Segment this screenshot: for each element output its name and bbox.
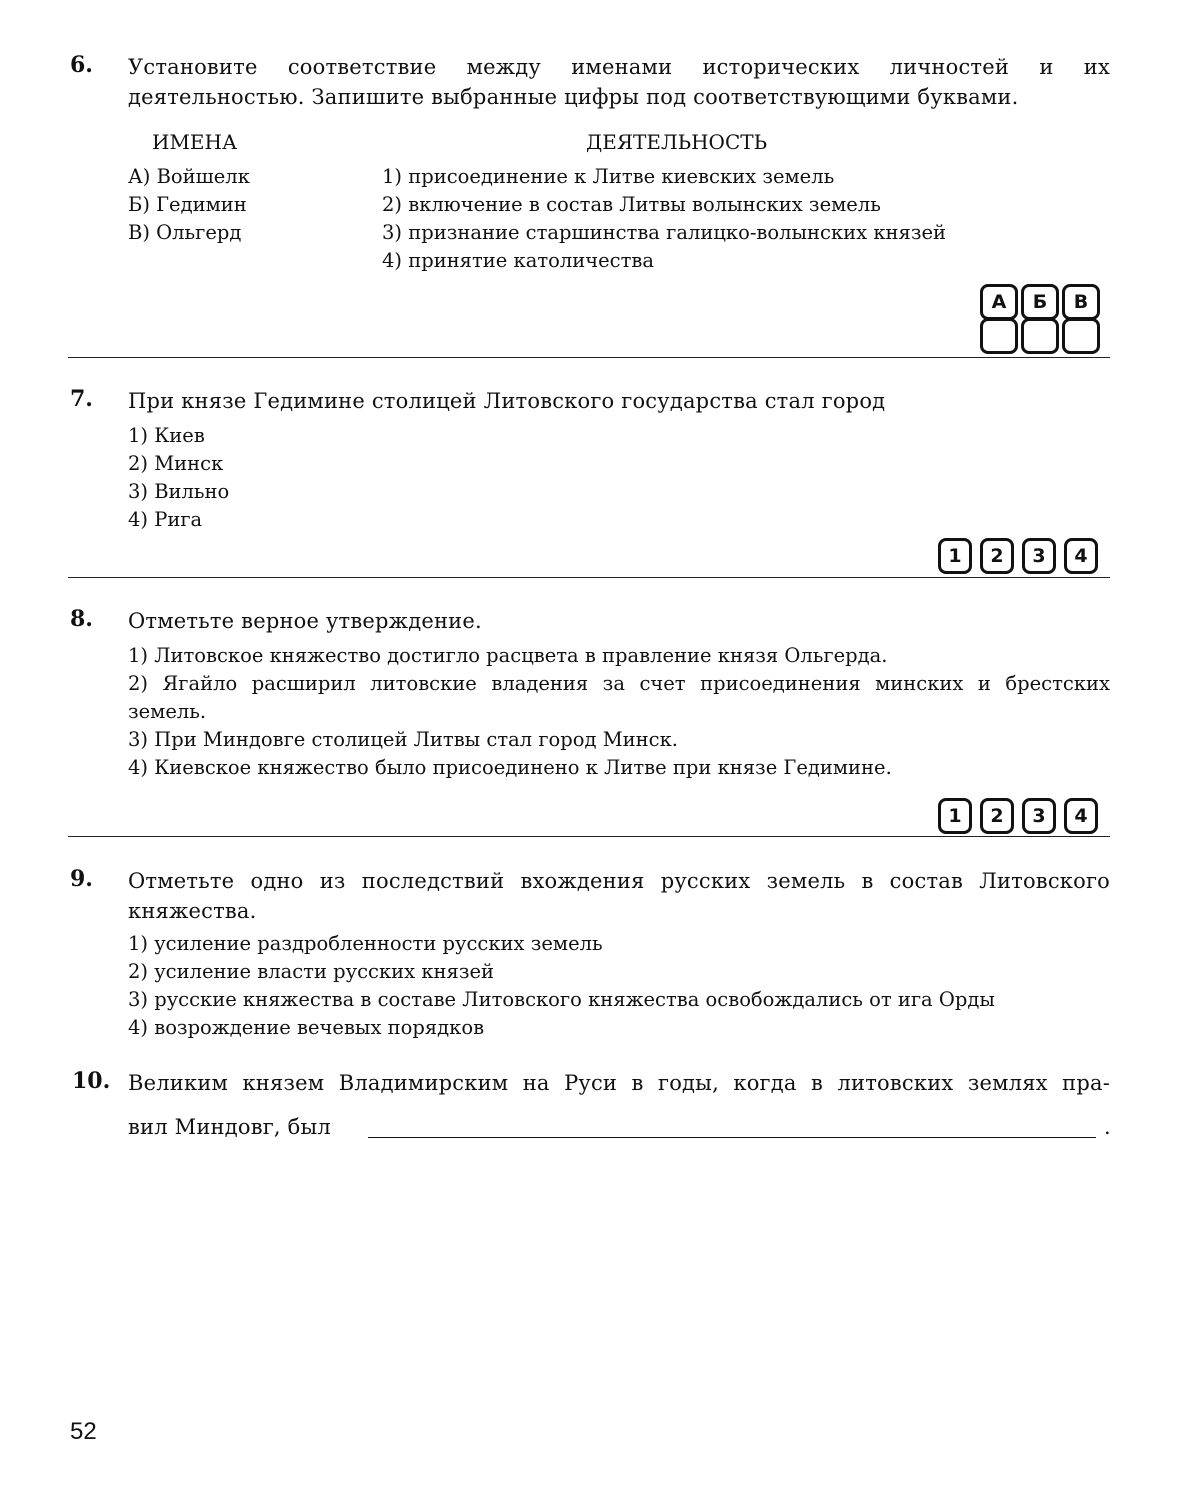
name-item: В) Ольгерд — [128, 221, 242, 244]
answer-box-2[interactable]: 2 — [980, 798, 1014, 834]
answer-box-4[interactable]: 4 — [1064, 538, 1098, 574]
option-text: 2) Ягайло расширил литовские владения за счет присоединения минских и брестских земель. — [128, 672, 1110, 723]
answer-box-b[interactable] — [1021, 318, 1059, 354]
question-7-text: При князе Гедимине столицей Литовского государства стал город — [128, 389, 886, 413]
divider — [68, 836, 1110, 837]
period: . — [1104, 1115, 1111, 1139]
answer-blank-line[interactable] — [368, 1137, 1096, 1138]
option[interactable]: 1) усиление раздробленности русских земель — [128, 932, 603, 955]
answer-label-b: Б — [1021, 284, 1059, 320]
option[interactable] — [128, 670, 1110, 726]
option[interactable]: 2) усиление власти русских князей — [128, 960, 494, 983]
option[interactable]: 3) При Миндовге столицей Литвы стал город Минск. — [128, 728, 678, 751]
option[interactable]: 3) Вильно — [128, 480, 230, 503]
question-number-7: 7. — [70, 386, 93, 412]
option[interactable]: 4) возрождение вечевых порядков — [128, 1016, 485, 1039]
names-header: ИМЕНА — [152, 130, 238, 154]
question-number-6: 6. — [70, 52, 93, 78]
activity-item: 1) присоединение к Литве киевских земель — [382, 165, 835, 188]
answer-box-4[interactable]: 4 — [1064, 798, 1098, 834]
divider — [68, 577, 1110, 578]
divider — [68, 357, 1110, 358]
activity-item: 4) принятие католичества — [382, 249, 654, 272]
question-6-text: Установите соответствие между именами исторических личностей и их деятельностью. Запишите выбранные цифры под соответствующими буквами. — [128, 55, 1110, 109]
answer-box-1[interactable]: 1 — [938, 798, 972, 834]
question-10-text-line2: вил Миндовг, был — [128, 1115, 331, 1139]
answer-label-a: А — [980, 284, 1018, 320]
activity-header: ДЕЯТЕЛЬНОСТЬ — [586, 130, 768, 154]
activity-item: 3) признание старшинства галицко-волынских князей — [382, 221, 946, 244]
name-item: Б) Гедимин — [128, 193, 247, 216]
answer-box-a[interactable] — [980, 318, 1018, 354]
option[interactable]: 4) Киевское княжество было присоединено к Литве при князе Гедимине. — [128, 756, 892, 779]
name-item: А) Войшелк — [128, 165, 250, 188]
answer-label-v: В — [1062, 284, 1100, 320]
option[interactable]: 2) Минск — [128, 452, 224, 475]
question-number-8: 8. — [70, 606, 93, 632]
question-number-10: 10. — [72, 1068, 111, 1094]
option[interactable]: 3) русские княжества в составе Литовского княжества освобождались от ига Орды — [128, 988, 995, 1011]
answer-box-3[interactable]: 3 — [1022, 798, 1056, 834]
answer-box-3[interactable]: 3 — [1022, 538, 1056, 574]
option[interactable]: 1) Литовское княжество достигло расцвета в правление князя Ольгерда. — [128, 644, 888, 667]
question-8-text: Отметьте верное утверждение. — [128, 609, 482, 633]
question-10-text: Великим князем Владимирским на Руси в годы, когда в литовских землях пра- — [128, 1071, 1110, 1095]
question-number-9: 9. — [70, 866, 93, 892]
activity-item: 2) включение в состав Литвы волынских земель — [382, 193, 881, 216]
answer-box-v[interactable] — [1062, 318, 1100, 354]
page-number: 52 — [70, 1418, 97, 1445]
question-9-text: Отметьте одно из последствий вхождения русских земель в состав Литовского княжества. — [128, 869, 1110, 923]
answer-box-1[interactable]: 1 — [938, 538, 972, 574]
answer-box-2[interactable]: 2 — [980, 538, 1014, 574]
option[interactable]: 4) Рига — [128, 508, 203, 531]
option[interactable]: 1) Киев — [128, 424, 205, 447]
